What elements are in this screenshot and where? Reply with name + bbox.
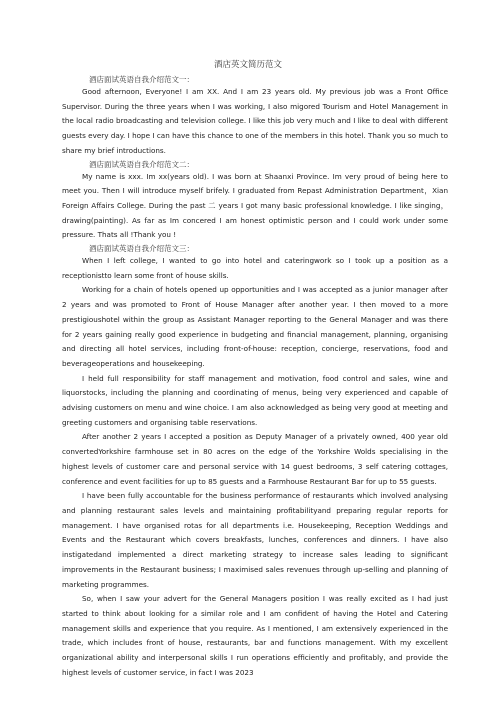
section-heading: 酒店面试英语自我介绍范文二：	[89, 159, 194, 169]
paragraph: So, when I saw your advert for the General Managers position I was really excited as I had just started to think about looking for a similar role and I am confident of having the Hotel and Catering management skills and experience that you require. As I mentioned, I am extensively experienced in the trade, which includes front of house, restaurants, bar and functions management. With my excellent organizational ability and interpersonal skills I run operations efficiently and profitably, and provide the highest levels of customer service, in fact I was 2023	[62, 594, 448, 677]
paragraph: When I left college, I wanted to go into hotel and cateringwork so I took up a position as a receptionistto learn some front of house skills.	[62, 256, 448, 280]
paragraph: I have been fully accountable for the business performance of restaurants which involved analysing and planning restaurant sales levels and maintaining profitabilityand preparing regular reports for management. I have organised rotas for all departments i.e. Housekeeping, Reception Weddings and Events and the Restaurant which covers breakfasts, lunches, conferences and dinners. I have also instigatedand implemented a direct marketing strategy to increase sales leading to significant improvements in the Restaurant business; I maximised sales revenues through up-selling and planning of marketing programmes.	[62, 491, 448, 589]
paragraph: Good afternoon, Everyone! I am XX. And I am 23 years old. My previous job was a Front Office Supervisor. During the three years when I was working, I also migored Tourism and Hotel Management in the local radio broadcasting and television college. I like this job very much and I like to deal with different guests every day. I hope I can have this chance to one of the members in this hotel. Thank you so much to share my brief introductions.	[62, 87, 448, 155]
paragraph: Working for a chain of hotels opened up opportunities and I was accepted as a junior manager after 2 years and was promoted to Front of House Manager after another year. I then moved to a more prestigioushotel within the group as Assistant Manager reporting to the General Manager and was there for 2 years gaining really good experience in budgeting and financial management, planning, organising and directing all hotel services, including front-of-house: reception, concierge, reservations, food and beverageoperations and housekeeping.	[62, 285, 448, 368]
paragraph: After another 2 years I accepted a position as Deputy Manager of a privately owned, 400 year old convertedYorkshire farmhouse set in 80 acres on the edge of the Yorkshire Wolds specialising in the highest levels of customer care and personal service with 14 guest bedrooms, 3 self catering cottages, conference and event facilities for up to 85 guests and a Farmhouse Restaurant Bar for up to 55 guests.	[62, 432, 448, 486]
section-heading: 酒店面试英语自我介绍范文一：	[89, 75, 194, 84]
paragraph: I held full responsibility for staff management and motivation, food control and sales, wine and liquorstocks, including the planning and coordinating of menus, being very experienced and capable of advising customers on menu and wine choice. I am also acknowledged as being very good at meeting and greeting customers and organising table reservations.	[62, 373, 448, 427]
section-heading: 酒店面试英语自我介绍范文三：	[89, 244, 194, 254]
paragraph: My name is xxx. Im xx(years old). I was born at Shaanxi Province. Im very proud of being here to meet you. Then I will introduce myself brifely. I graduated from Repast Administration Department，Xian Foreign Affairs College. During the past 二 years I got many basic professional knowledge. I like singing，drawing(painting). As far as Im concered I am honest optimistic person and I could work under some pressure. Thats all !Thank you !	[62, 171, 448, 240]
document-body	[62, 74, 448, 680]
document-title: 酒店英文简历范文	[213, 60, 282, 70]
